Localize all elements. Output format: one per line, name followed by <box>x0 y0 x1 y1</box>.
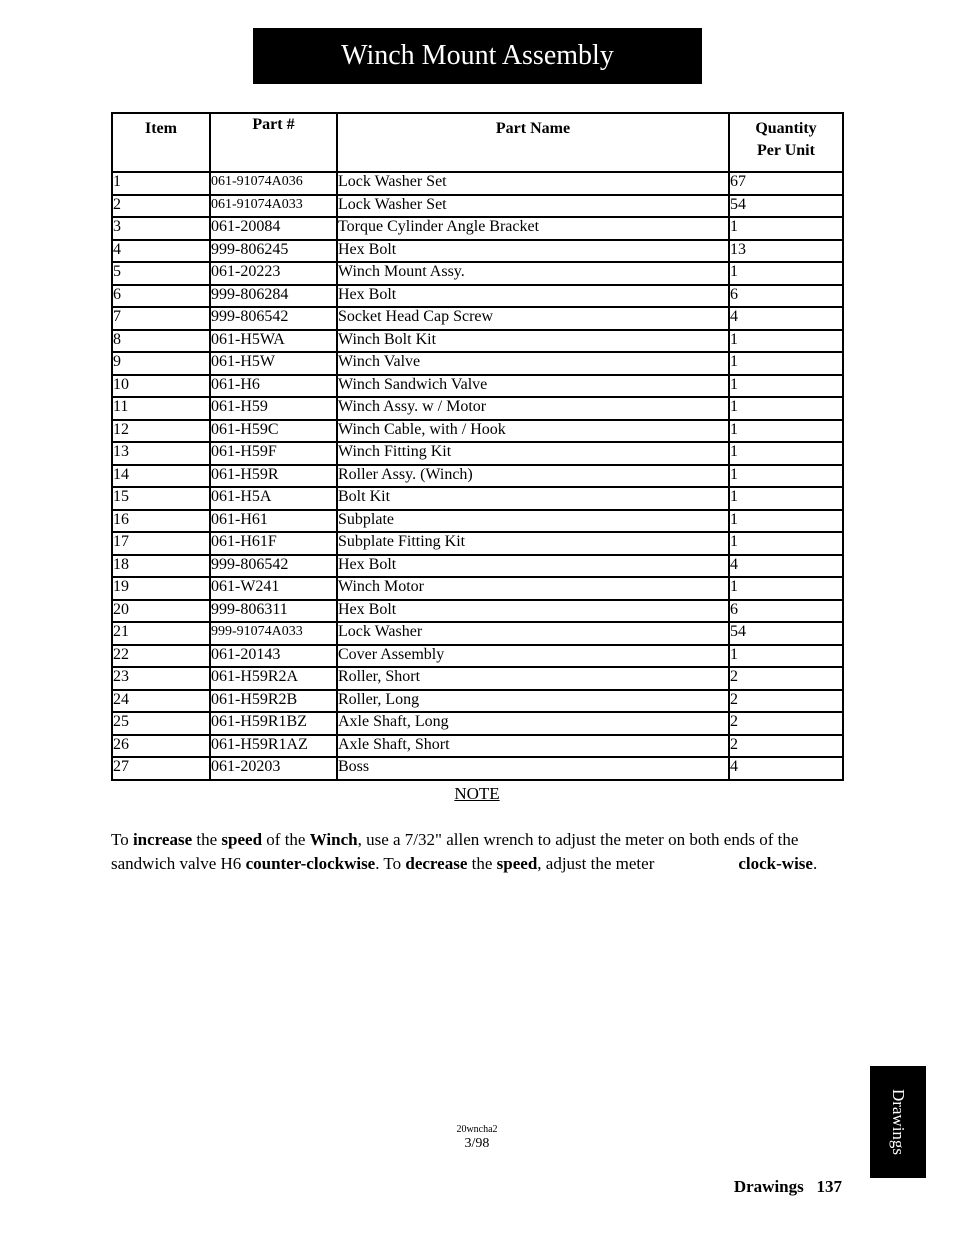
table-row <box>112 307 843 330</box>
row-part-number: 061-H61F <box>210 532 337 555</box>
row-item-number: 6 <box>112 285 210 308</box>
table-row <box>112 217 843 240</box>
table-row <box>112 735 843 758</box>
note-segment: the <box>192 830 222 849</box>
row-quantity: 6 <box>729 285 843 308</box>
table-row <box>112 487 843 510</box>
row-part-number: 061-91074A033 <box>210 195 337 218</box>
row-item-number: 19 <box>112 577 210 600</box>
note-segment: , use a 7/32" allen wrench to adjust the meter on both ends of the sandwich valve H6 <box>111 830 799 873</box>
table-row <box>112 397 843 420</box>
row-quantity: 1 <box>729 465 843 488</box>
row-quantity: 4 <box>729 757 843 780</box>
table-row <box>112 195 843 218</box>
note-segment: . <box>812 853 818 873</box>
note-emphasis: speed <box>496 853 538 873</box>
row-quantity: 1 <box>729 442 843 465</box>
row-part-name: Winch Valve <box>337 352 729 375</box>
table-row <box>112 285 843 308</box>
note-emphasis: increase <box>132 830 193 849</box>
row-quantity: 1 <box>729 375 843 398</box>
row-part-name: Winch Assy. w / Motor <box>337 397 729 420</box>
row-part-number: 061-H5A <box>210 487 337 510</box>
row-part-number: 999-806542 <box>210 307 337 330</box>
row-part-name: Roller, Long <box>337 690 729 713</box>
row-item-number: 11 <box>112 397 210 420</box>
row-item-number: 26 <box>112 735 210 758</box>
row-part-number: 061-W241 <box>210 577 337 600</box>
row-part-name: Winch Bolt Kit <box>337 330 729 353</box>
table-row <box>112 712 843 735</box>
row-quantity: 1 <box>729 262 843 285</box>
note-segment: of the <box>262 830 310 849</box>
table-row <box>112 600 843 623</box>
row-quantity: 2 <box>729 667 843 690</box>
row-part-number: 061-H59R2A <box>210 667 337 690</box>
table-row <box>112 555 843 578</box>
row-item-number: 3 <box>112 217 210 240</box>
row-part-number: 999-91074A033 <box>210 622 337 645</box>
row-quantity: 1 <box>729 645 843 668</box>
table-row <box>112 330 843 353</box>
table-row <box>112 532 843 555</box>
row-quantity: 1 <box>729 577 843 600</box>
row-quantity: 4 <box>729 555 843 578</box>
table-row <box>112 352 843 375</box>
table-row <box>112 690 843 713</box>
note-segment: To <box>111 830 133 849</box>
row-part-number: 061-H5W <box>210 352 337 375</box>
parts-table-body <box>112 172 843 780</box>
row-part-name: Hex Bolt <box>337 285 729 308</box>
table-row <box>112 510 843 533</box>
row-part-number: 061-91074A036 <box>210 172 337 195</box>
row-part-number: 061-H59F <box>210 442 337 465</box>
row-part-name: Axle Shaft, Long <box>337 712 729 735</box>
row-quantity: 67 <box>729 172 843 195</box>
note-segment: . To <box>375 853 406 873</box>
row-quantity: 1 <box>729 420 843 443</box>
row-item-number: 27 <box>112 757 210 780</box>
row-quantity: 2 <box>729 712 843 735</box>
row-item-number: 15 <box>112 487 210 510</box>
row-part-number: 999-806542 <box>210 555 337 578</box>
page-title: Winch Mount Assembly <box>341 40 614 71</box>
row-part-number: 999-806311 <box>210 600 337 623</box>
row-part-number: 061-H59C <box>210 420 337 443</box>
row-item-number: 23 <box>112 667 210 690</box>
row-part-number: 061-20084 <box>210 217 337 240</box>
row-item-number: 10 <box>112 375 210 398</box>
row-quantity: 54 <box>729 195 843 218</box>
row-item-number: 7 <box>112 307 210 330</box>
row-part-name: Roller, Short <box>337 667 729 690</box>
row-part-number: 061-H59 <box>210 397 337 420</box>
row-item-number: 2 <box>112 195 210 218</box>
parts-table-header-row <box>112 113 843 172</box>
row-part-name: Winch Cable, with / Hook <box>337 420 729 443</box>
table-row <box>112 240 843 263</box>
header-part-name: Part Name <box>337 113 729 172</box>
row-item-number: 12 <box>112 420 210 443</box>
table-row <box>112 757 843 780</box>
document-code: 20wncha2 <box>456 1124 498 1135</box>
row-part-number: 061-20203 <box>210 757 337 780</box>
row-item-number: 5 <box>112 262 210 285</box>
row-item-number: 25 <box>112 712 210 735</box>
row-part-name: Cover Assembly <box>337 645 729 668</box>
row-part-number: 061-H59R <box>210 465 337 488</box>
row-item-number: 21 <box>112 622 210 645</box>
row-quantity: 6 <box>729 600 843 623</box>
parts-table <box>111 112 844 781</box>
row-quantity: 1 <box>729 532 843 555</box>
note-segment: , adjust the meter <box>537 853 655 873</box>
header-quantity-line1: Quantity <box>755 120 817 137</box>
row-part-number: 061-H61 <box>210 510 337 533</box>
row-part-name: Subplate <box>337 510 729 533</box>
row-item-number: 22 <box>112 645 210 668</box>
row-part-name: Hex Bolt <box>337 240 729 263</box>
row-part-number: 061-20143 <box>210 645 337 668</box>
row-item-number: 13 <box>112 442 210 465</box>
row-item-number: 9 <box>112 352 210 375</box>
row-part-number: 999-806245 <box>210 240 337 263</box>
table-row <box>112 577 843 600</box>
side-tab-label: Drawings <box>889 1088 909 1156</box>
note-emphasis: speed <box>221 830 263 849</box>
header-item: Item <box>112 113 210 172</box>
note-emphasis: decrease <box>405 853 468 873</box>
row-part-name: Winch Fitting Kit <box>337 442 729 465</box>
note-emphasis: counter-clockwise <box>245 853 376 873</box>
page-title-banner <box>253 28 702 84</box>
row-item-number: 14 <box>112 465 210 488</box>
note-emphasis: Winch <box>309 830 358 849</box>
row-part-name: Lock Washer Set <box>337 195 729 218</box>
row-quantity: 4 <box>729 307 843 330</box>
row-quantity: 1 <box>729 397 843 420</box>
row-part-name: Hex Bolt <box>337 600 729 623</box>
row-quantity: 1 <box>729 330 843 353</box>
row-part-name: Subplate Fitting Kit <box>337 532 729 555</box>
row-part-number: 061-H59R1BZ <box>210 712 337 735</box>
row-part-number: 061-H59R2B <box>210 690 337 713</box>
row-part-name: Lock Washer Set <box>337 172 729 195</box>
row-part-name: Hex Bolt <box>337 555 729 578</box>
row-quantity: 13 <box>729 240 843 263</box>
row-part-name: Roller Assy. (Winch) <box>337 465 729 488</box>
page-footer <box>734 1177 842 1197</box>
side-tab <box>870 1066 926 1178</box>
row-part-number: 061-H6 <box>210 375 337 398</box>
row-item-number: 18 <box>112 555 210 578</box>
row-part-number: 061-H5WA <box>210 330 337 353</box>
note-segment: the <box>467 853 497 873</box>
table-row <box>112 645 843 668</box>
note-emphasis: clock-wise <box>738 853 813 873</box>
table-row <box>112 465 843 488</box>
row-part-name: Winch Motor <box>337 577 729 600</box>
table-row <box>112 172 843 195</box>
table-row <box>112 622 843 645</box>
row-part-name: Lock Washer <box>337 622 729 645</box>
row-quantity: 1 <box>729 510 843 533</box>
row-part-name: Torque Cylinder Angle Bracket <box>337 217 729 240</box>
header-part-number: Part # <box>210 113 337 172</box>
row-item-number: 16 <box>112 510 210 533</box>
row-quantity: 1 <box>729 487 843 510</box>
table-row <box>112 420 843 443</box>
table-row <box>112 262 843 285</box>
row-item-number: 17 <box>112 532 210 555</box>
row-part-number: 061-20223 <box>210 262 337 285</box>
header-quantity <box>729 113 843 172</box>
table-row <box>112 442 843 465</box>
row-quantity: 2 <box>729 690 843 713</box>
footer-page-number: 137 <box>816 1177 842 1196</box>
row-quantity: 54 <box>729 622 843 645</box>
row-item-number: 24 <box>112 690 210 713</box>
row-quantity: 1 <box>729 352 843 375</box>
table-row <box>112 667 843 690</box>
row-part-name: Winch Mount Assy. <box>337 262 729 285</box>
row-part-name: Boss <box>337 757 729 780</box>
row-part-number: 999-806284 <box>210 285 337 308</box>
row-part-name: Bolt Kit <box>337 487 729 510</box>
row-part-name: Axle Shaft, Short <box>337 735 729 758</box>
footer-section: Drawings <box>733 1177 804 1196</box>
row-item-number: 1 <box>112 172 210 195</box>
header-quantity-line2: Per Unit <box>757 142 815 159</box>
note-heading: NOTE <box>454 784 500 803</box>
row-part-name: Winch Sandwich Valve <box>337 375 729 398</box>
row-part-name: Socket Head Cap Screw <box>337 307 729 330</box>
row-item-number: 8 <box>112 330 210 353</box>
row-item-number: 4 <box>112 240 210 263</box>
document-date: 3/98 <box>464 1136 490 1151</box>
table-row <box>112 375 843 398</box>
row-item-number: 20 <box>112 600 210 623</box>
row-quantity: 1 <box>729 217 843 240</box>
row-part-number: 061-H59R1AZ <box>210 735 337 758</box>
row-quantity: 2 <box>729 735 843 758</box>
note-text <box>111 828 842 875</box>
